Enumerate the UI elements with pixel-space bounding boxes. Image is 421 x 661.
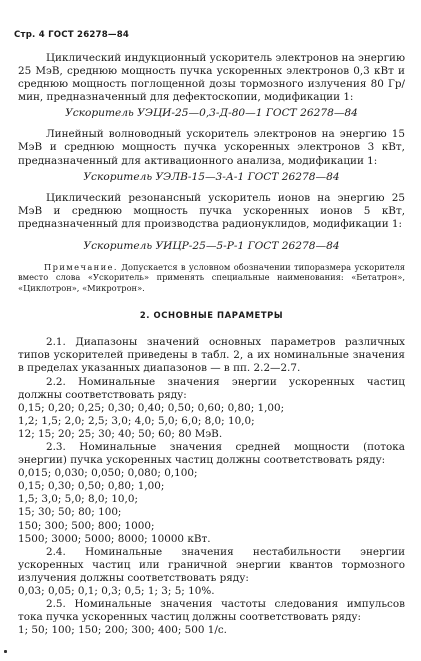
designation-example-3: Ускоритель УИЦР-25—5-Р-1 ГОСТ 26278—84 xyxy=(83,239,340,252)
note xyxy=(18,262,405,293)
page-content xyxy=(18,52,405,637)
margin-dot xyxy=(4,650,7,653)
example-paragraph-1: Циклический индукционный ускоритель электронов на энергию 25 МэВ, среднюю мощность пучка ускоренных электронов 0,3 кВт и среднюю мощность поглощенной дозы тормозного излучения 80 Гр/мин, предназначенный для дефектоскопии, модификации 1: xyxy=(18,52,405,104)
note-text: Допускается в условном обозначении типоразмера ускорителя вместо слова «Ускоритель» применять специальные наименования: «Бетатрон», «Циклотрон», «Микротрон». xyxy=(18,261,405,293)
clause-2-3: 2.3. Номинальные значения средней мощности (потока энергии) пучка ускоренных частиц должны соответствовать ряду: xyxy=(18,441,405,467)
example-paragraph-3: Циклический резонансный ускоритель ионов на энергию 25 МэВ и среднюю мощность пучка ускоренных ионов 5 кВт, предназначенный для производства радионуклидов, модификации 1: xyxy=(18,191,405,230)
clause-2-1: 2.1. Диапазоны значений основных параметров различных типов ускорителей приведены в табл. 2, а их номинальные значения в пределах указанных диапазонов — в пп. 2.2—2.7. xyxy=(18,336,405,375)
energy-values-list: 0,15; 0,20; 0,25; 0,30; 0,40; 0,50; 0,60; 0,80; 1,00; 1,2; 1,5; 2,0; 2,5; 3,0; 4,0; 5,0; 6,0; 8,0; 10,0; 12; 15; 20; 25; 30; 40; 50; 60; 80 МэВ. xyxy=(18,401,285,440)
section-heading: 2. ОСНОВНЫЕ ПАРАМЕТРЫ xyxy=(139,310,284,321)
note-label: Примечание. xyxy=(44,261,118,272)
example-paragraph-2: Линейный волноводный ускоритель электронов на энергию 15 МэВ и среднюю мощность пучка ускоренных электронов 3 кВт, предназначенный для активационного анализа, модификации 1: xyxy=(18,128,405,167)
clause-2-5: 2.5. Номинальные значения частоты следования импульсов тока пучка ускоренных частиц должны соответствовать ряду: xyxy=(18,598,405,624)
clause-2-2: 2.2. Номинальные значения энергии ускоренных частиц должны соответствовать ряду: xyxy=(18,375,405,401)
designation-example-1: Ускоритель УЭЦИ-25—0,3-Д-80—1 ГОСТ 26278—84 xyxy=(65,107,358,120)
designation-example-2: Ускоритель УЭЛВ-15—3-А-1 ГОСТ 26278—84 xyxy=(83,170,340,183)
power-values-list: 0,015; 0,030; 0,050; 0,080; 0,100; 0,15; 0,30; 0,50; 0,80; 1,00; 1,5; 3,0; 5,0; 8,0; 10,0; 15; 30; 50; 80; 100; 150; 300; 500; 800; 1000; 1500; 3000; 5000; 8000; 10000 кВт. xyxy=(18,467,211,545)
instability-values-list: 0,03; 0,05; 0,1; 0,3; 0,5; 1; 3; 5; 10%. xyxy=(18,585,215,598)
clause-2-4: 2.4. Номинальные значения нестабильности энергии ускоренных частиц или граничной энергии квантов тормозного излучения должны соответствовать ряду: xyxy=(18,545,405,584)
frequency-values-list: 1; 50; 100; 150; 200; 300; 400; 500 1/с. xyxy=(18,624,227,637)
page-header: Стр. 4 ГОСТ 26278—84 xyxy=(14,30,130,40)
